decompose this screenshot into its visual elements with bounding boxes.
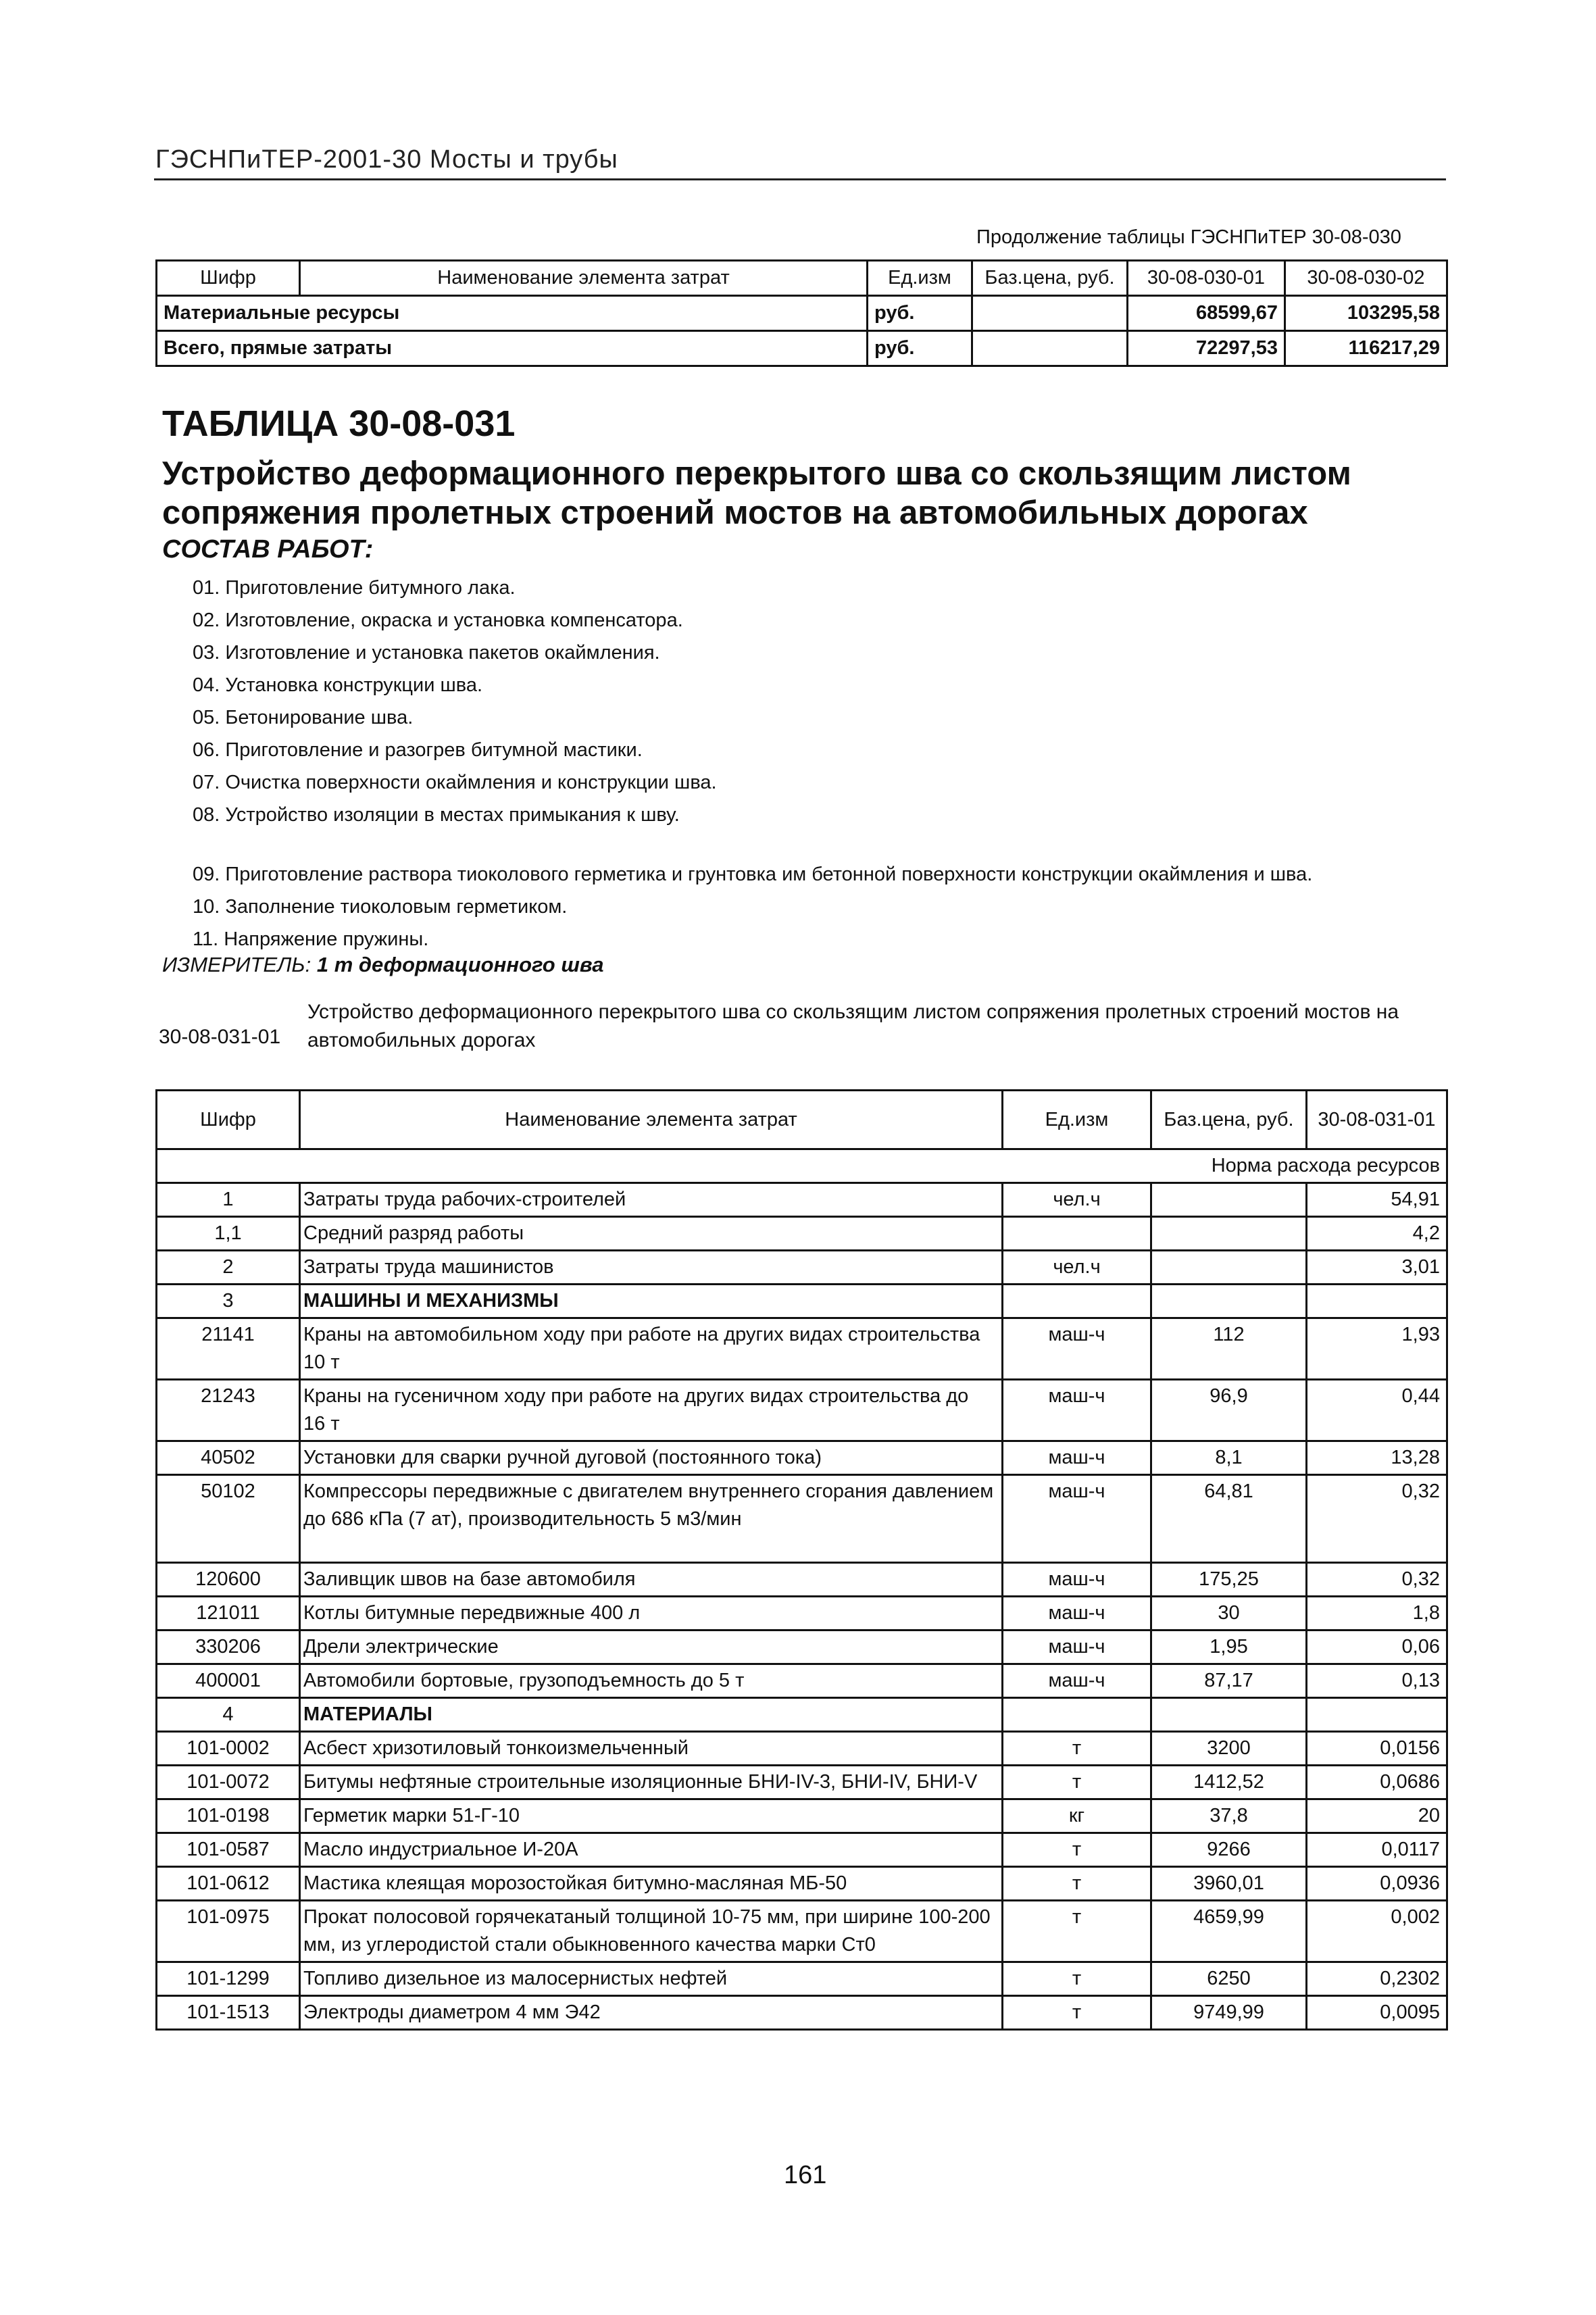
norm-caption-row <box>157 1149 1447 1183</box>
row-name: Компрессоры передвижные с двигателем внутреннего сгорания давлением до 686 кПа (7 ат), производительность 5 м3/мин <box>300 1475 1003 1563</box>
row-price: 8,1 <box>1151 1441 1307 1475</box>
table-row <box>157 1380 1447 1441</box>
table-row <box>157 1732 1447 1766</box>
row-norm: 0,13 <box>1307 1664 1447 1698</box>
row-price: 9749,99 <box>1151 1996 1307 2030</box>
row-code: 101-1299 <box>157 1962 300 1996</box>
row-norm: 0,0156 <box>1307 1732 1447 1766</box>
row-code: 101-0072 <box>157 1766 300 1799</box>
row-unit: маш-ч <box>1003 1664 1151 1698</box>
row-price <box>1151 1217 1307 1251</box>
row-norm: 20 <box>1307 1799 1447 1833</box>
row-norm: 3,01 <box>1307 1251 1447 1285</box>
table-row <box>157 1867 1447 1901</box>
header-cell: Ед.изм <box>1003 1091 1151 1149</box>
row-norm: 0,44 <box>1307 1380 1447 1441</box>
row-name: Котлы битумные передвижные 400 л <box>300 1597 1003 1631</box>
table-title: ТАБЛИЦА 30-08-031 <box>162 403 516 444</box>
header-cell: Шифр <box>157 1091 300 1149</box>
row-unit: чел.ч <box>1003 1183 1151 1217</box>
row-name: Битумы нефтяные строительные изоляционные БНИ-IV-3, БНИ-IV, БНИ-V <box>300 1766 1003 1799</box>
row-norm: 1,93 <box>1307 1318 1447 1380</box>
row-unit: маш-ч <box>1003 1380 1151 1441</box>
row-price: 1,95 <box>1151 1631 1307 1664</box>
row-price: 4659,99 <box>1151 1901 1307 1962</box>
table-row <box>157 1251 1447 1285</box>
row-code: 4 <box>157 1698 300 1732</box>
measure-label: ИЗМЕРИТЕЛЬ: <box>162 953 311 976</box>
header-cell: Наименование элемента затрат <box>300 1091 1003 1149</box>
row-price <box>1151 1183 1307 1217</box>
continuation-row <box>157 331 1447 366</box>
row-price: 64,81 <box>1151 1475 1307 1563</box>
row-name: Краны на гусеничном ходу при работе на других видах строительства до 16 т <box>300 1380 1003 1441</box>
row-price: 3200 <box>1151 1732 1307 1766</box>
work-item: 04. Установка конструкции шва. <box>193 674 483 696</box>
row-norm: 0,0936 <box>1307 1867 1447 1901</box>
row-unit <box>1003 1217 1151 1251</box>
table-row <box>157 1766 1447 1799</box>
row-price <box>1151 1251 1307 1285</box>
resource-table <box>155 1089 1448 2031</box>
row-name: МАТЕРИАЛЫ <box>300 1698 1003 1732</box>
row-price: 37,8 <box>1151 1799 1307 1833</box>
row-code: 3 <box>157 1285 300 1318</box>
row-name: Всего, прямые затраты <box>157 331 868 366</box>
row-name: Затраты труда рабочих-строителей <box>300 1183 1003 1217</box>
row-norm: 0,32 <box>1307 1475 1447 1563</box>
row-code: 40502 <box>157 1441 300 1475</box>
row-name: Установки для сварки ручной дуговой (постоянного тока) <box>300 1441 1003 1475</box>
table-row <box>157 1962 1447 1996</box>
table-row <box>157 1318 1447 1380</box>
row-name: Краны на автомобильном ходу при работе на других видах строительства 10 т <box>300 1318 1003 1380</box>
row-name: Затраты труда машинистов <box>300 1251 1003 1285</box>
row-name: Асбест хризотиловый тонкоизмельченный <box>300 1732 1003 1766</box>
table-row <box>157 1217 1447 1251</box>
row-price: 87,17 <box>1151 1664 1307 1698</box>
row-unit: т <box>1003 1901 1151 1962</box>
row-unit: маш-ч <box>1003 1631 1151 1664</box>
row-code: 21141 <box>157 1318 300 1380</box>
row-name: Автомобили бортовые, грузоподъемность до 5 т <box>300 1664 1003 1698</box>
row-norm <box>1307 1285 1447 1318</box>
row-name: Герметик марки 51-Г-10 <box>300 1799 1003 1833</box>
measure-line <box>162 953 603 977</box>
row-unit: маш-ч <box>1003 1563 1151 1597</box>
row-code: 101-0002 <box>157 1732 300 1766</box>
row-unit: т <box>1003 1962 1151 1996</box>
row-unit: т <box>1003 1766 1151 1799</box>
row-code: 21243 <box>157 1380 300 1441</box>
work-item: 07. Очистка поверхности окаймления и конструкции шва. <box>193 772 717 793</box>
composition-heading: СОСТАВ РАБОТ: <box>162 535 374 564</box>
table-row <box>157 1631 1447 1664</box>
row-norm: 54,91 <box>1307 1183 1447 1217</box>
row-code: 101-0587 <box>157 1833 300 1867</box>
table-row <box>157 1799 1447 1833</box>
table-row <box>157 1475 1447 1563</box>
table-row <box>157 1563 1447 1597</box>
resource-header-row <box>157 1091 1447 1149</box>
row-code: 101-0975 <box>157 1901 300 1962</box>
row-norm: 0,0686 <box>1307 1766 1447 1799</box>
row-price: 6250 <box>1151 1962 1307 1996</box>
row-price <box>1151 1698 1307 1732</box>
row-unit: руб. <box>868 331 972 366</box>
continuation-table <box>155 259 1448 367</box>
header-rule <box>154 178 1446 180</box>
row-code: 101-1513 <box>157 1996 300 2030</box>
row-code: 120600 <box>157 1563 300 1597</box>
row-norm: 1,8 <box>1307 1597 1447 1631</box>
row-norm: 0,0095 <box>1307 1996 1447 2030</box>
row-value: 116217,29 <box>1285 331 1447 366</box>
row-unit <box>1003 1285 1151 1318</box>
group-row <box>157 1285 1447 1318</box>
table-row <box>157 1183 1447 1217</box>
table-row <box>157 1664 1447 1698</box>
resource-rows <box>157 1183 1447 2030</box>
work-list <box>193 572 717 831</box>
row-norm: 0,0117 <box>1307 1833 1447 1867</box>
row-code: 101-0198 <box>157 1799 300 1833</box>
row-name: Топливо дизельное из малосернистых нефтей <box>300 1962 1003 1996</box>
work-item: 05. Бетонирование шва. <box>193 707 414 728</box>
continuation-caption: Продолжение таблицы ГЭСНПиТЕР 30-08-030 <box>976 226 1401 248</box>
row-price: 175,25 <box>1151 1563 1307 1597</box>
row-norm <box>1307 1698 1447 1732</box>
row-name: МАШИНЫ И МЕХАНИЗМЫ <box>300 1285 1003 1318</box>
header-cell: 30-08-031-01 <box>1307 1091 1447 1149</box>
row-value: 103295,58 <box>1285 296 1447 331</box>
measure-value: 1 т деформационного шва <box>316 953 604 976</box>
item-description: Устройство деформационного перекрытого шва со скользящим листом сопряжения пролетных строений мостов на автомобильных дорогах <box>307 1001 1399 1051</box>
row-code: 1,1 <box>157 1217 300 1251</box>
work-list <box>193 858 1312 955</box>
row-norm: 0,32 <box>1307 1563 1447 1597</box>
header-cell: 30-08-030-01 <box>1128 261 1285 296</box>
row-unit: маш-ч <box>1003 1475 1151 1563</box>
table-subtitle: Устройство деформационного перекрытого шва со скользящим листом сопряжения пролетных строений мостов на автомобильных дорогах <box>162 455 1351 531</box>
work-item: 01. Приготовление битумного лака. <box>193 577 516 599</box>
header-cell: Баз.цена, руб. <box>972 261 1128 296</box>
row-base <box>972 296 1128 331</box>
row-unit: маш-ч <box>1003 1597 1151 1631</box>
row-name: Масло индустриальное И-20А <box>300 1833 1003 1867</box>
continuation-row <box>157 296 1447 331</box>
row-unit: т <box>1003 1867 1151 1901</box>
row-value: 72297,53 <box>1128 331 1285 366</box>
work-item: 09. Приготовление раствора тиоколового герметика и грунтовка им бетонной поверхности конструкции окаймления и шва. <box>193 864 1313 885</box>
row-code: 101-0612 <box>157 1867 300 1901</box>
work-item: 02. Изготовление, окраска и установка компенсатора. <box>193 609 683 631</box>
header-cell: Ед.изм <box>868 261 972 296</box>
row-norm: 0,2302 <box>1307 1962 1447 1996</box>
row-unit: маш-ч <box>1003 1441 1151 1475</box>
row-unit: чел.ч <box>1003 1251 1151 1285</box>
page-number: 161 <box>784 2161 827 2189</box>
row-code: 50102 <box>157 1475 300 1563</box>
row-price: 112 <box>1151 1318 1307 1380</box>
group-row <box>157 1698 1447 1732</box>
row-value: 68599,67 <box>1128 296 1285 331</box>
header-cell: Шифр <box>157 261 300 296</box>
row-price: 9266 <box>1151 1833 1307 1867</box>
work-item: 06. Приготовление и разогрев битумной мастики. <box>193 739 643 761</box>
row-code: 2 <box>157 1251 300 1285</box>
row-name: Заливщик швов на базе автомобиля <box>300 1563 1003 1597</box>
work-item: 08. Устройство изоляции в местах примыкания к шву. <box>193 804 680 826</box>
row-unit: т <box>1003 1996 1151 2030</box>
row-price <box>1151 1285 1307 1318</box>
row-norm: 0,002 <box>1307 1901 1447 1962</box>
row-name: Мастика клеящая морозостойкая битумно-масляная МБ-50 <box>300 1867 1003 1901</box>
table-row <box>157 1597 1447 1631</box>
row-name: Дрели электрические <box>300 1631 1003 1664</box>
row-name: Электроды диаметром 4 мм Э42 <box>300 1996 1003 2030</box>
work-item: 11. Напряжение пружины. <box>193 928 429 950</box>
row-name: Средний разряд работы <box>300 1217 1003 1251</box>
work-item: 10. Заполнение тиоколовым герметиком. <box>193 896 568 918</box>
header-cell: Наименование элемента затрат <box>300 261 868 296</box>
row-code: 121011 <box>157 1597 300 1631</box>
row-code: 1 <box>157 1183 300 1217</box>
table-row <box>157 1996 1447 2030</box>
item-code: 30-08-031-01 <box>159 1026 281 1048</box>
row-unit: т <box>1003 1833 1151 1867</box>
row-unit: руб. <box>868 296 972 331</box>
row-price: 30 <box>1151 1597 1307 1631</box>
header-cell: Баз.цена, руб. <box>1151 1091 1307 1149</box>
running-header: ГЭСНПиТЕР-2001-30 Мосты и трубы <box>155 145 618 174</box>
table-row <box>157 1833 1447 1867</box>
row-base <box>972 331 1128 366</box>
row-name: Прокат полосовой горячекатаный толщиной 10-75 мм, при ширине 100-200 мм, из углеродистой стали обыкновенного качества марки Ст0 <box>300 1901 1003 1962</box>
row-unit: кг <box>1003 1799 1151 1833</box>
row-unit: т <box>1003 1732 1151 1766</box>
row-norm: 4,2 <box>1307 1217 1447 1251</box>
row-unit <box>1003 1698 1151 1732</box>
row-unit: маш-ч <box>1003 1318 1151 1380</box>
table-row <box>157 1441 1447 1475</box>
table-row <box>157 1901 1447 1962</box>
work-item: 03. Изготовление и установка пакетов окаймления. <box>193 642 660 664</box>
header-cell: 30-08-030-02 <box>1285 261 1447 296</box>
row-price: 96,9 <box>1151 1380 1307 1441</box>
continuation-header-row <box>157 261 1447 296</box>
row-norm: 0,06 <box>1307 1631 1447 1664</box>
row-code: 330206 <box>157 1631 300 1664</box>
row-code: 400001 <box>157 1664 300 1698</box>
spacer-cell <box>157 1149 1151 1183</box>
row-price: 1412,52 <box>1151 1766 1307 1799</box>
norm-caption: Норма расхода ресурсов <box>1151 1149 1447 1183</box>
row-norm: 13,28 <box>1307 1441 1447 1475</box>
row-name: Материальные ресурсы <box>157 296 868 331</box>
row-price: 3960,01 <box>1151 1867 1307 1901</box>
